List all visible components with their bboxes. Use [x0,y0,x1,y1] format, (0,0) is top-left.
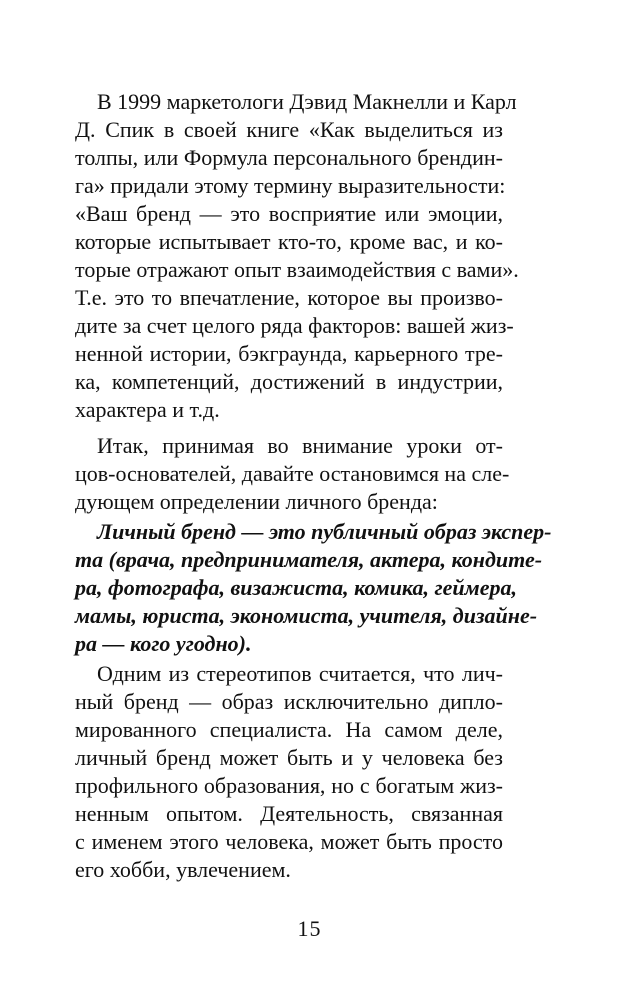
paragraph-line: га» придали этому термину выразительности: [75,173,506,198]
page-number: 15 [297,916,322,941]
paragraph-line: дующем определении личного бренда: [75,489,438,514]
definition-line: мамы, юриста, экономиста, учителя, дизайне- [75,603,538,628]
paragraph-line: цов-основателей, давайте остановимся на сле- [75,461,510,486]
paragraph-line: мированного специалиста. На самом деле, [75,717,503,742]
paragraph-line: толпы, или Формула персонального брендин- [75,145,503,170]
definition-line: ра — кого угодно). [75,631,252,656]
paragraph-line: дите за счет целого ряда факторов: вашей жиз- [75,313,514,338]
paragraph-2 [75,432,510,516]
paragraph-line: торые отражают опыт взаимодействия с вами». [75,257,519,282]
paragraph-line: с именем этого человека, может быть просто [75,829,503,854]
definition-line: ра, фотографа, визажиста, комика, геймера, [75,575,517,600]
paragraph-line: Д. Спик в своей книге «Как выделиться из [75,117,503,142]
paragraph-1 [75,88,519,424]
paragraph-line: «Ваш бренд — это восприятие или эмоции, [75,201,503,226]
definition-line: та (врача, предпринимателя, актера, кондите- [75,547,543,572]
paragraph-line: Т.е. это то впечатление, которое вы произво- [75,285,503,310]
paragraph-line: его хобби, увлечением. [75,857,291,882]
paragraph-line: В 1999 маркетологи Дэвид Макнелли и Карл [97,89,517,114]
paragraph-line: характера и т.д. [75,397,220,422]
definition-paragraph [75,518,552,658]
paragraph-line: Итак, принимая во внимание уроки от- [97,433,503,458]
paragraph-line: ненной истории, бэкграунда, карьерного тре- [75,341,503,366]
paragraph-line: ка, компетенций, достижений в индустрии, [75,369,503,394]
paragraph-line: личный бренд может быть и у человека без [75,745,503,770]
paragraph-line: которые испытывает кто-то, кроме вас, и ко- [75,229,503,254]
paragraph-3 [75,660,503,884]
paragraph-line: Одним из стереотипов считается, что лич- [97,661,503,686]
definition-line: Личный бренд — это публичный образ экспер- [97,519,552,544]
paragraph-line: ненным опытом. Деятельность, связанная [75,801,503,826]
paragraph-line: ный бренд — образ исключительно дипло- [75,689,503,714]
paragraph-line: профильного образования, но с богатым жиз- [75,773,503,798]
